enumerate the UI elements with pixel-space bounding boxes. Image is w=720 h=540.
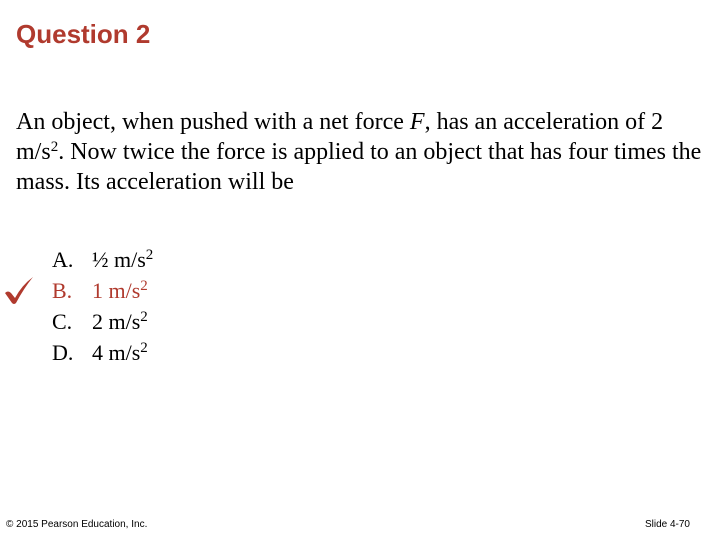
question-text-part1: An object, when pushed with a net force [16, 109, 410, 135]
option-value: 2 $m/s^2$ [92, 309, 148, 334]
option-c[interactable] [0, 306, 400, 337]
answer-options [0, 244, 400, 368]
question-text [16, 107, 706, 197]
option-d[interactable] [0, 337, 400, 368]
option-value: 4 $m/s^2$ [92, 340, 148, 365]
question-text-part3: . Now twice the force is applied to an object that has four times the mass. Its acceleration will be [16, 139, 702, 195]
option-letter: C. [52, 309, 73, 334]
question-text-part2: , has an acceleration of 2 m/s [16, 109, 664, 165]
option-value: 1 $m/s^2$ [92, 278, 148, 303]
option-letter: B. [52, 278, 73, 303]
question-title: Question 2 [16, 19, 151, 49]
force-symbol: F [409, 109, 425, 135]
option-a[interactable] [0, 244, 400, 275]
option-b[interactable] [0, 275, 400, 306]
exponent: 2 [50, 139, 59, 155]
option-letter: D. [52, 340, 74, 365]
slide-number: Slide 4-70 [644, 519, 690, 530]
copyright-notice: © 2015 Pearson Education, Inc. [6, 519, 148, 530]
option-letter: A. [52, 247, 74, 272]
option-value: ½ $m/s^2$ [92, 247, 154, 272]
